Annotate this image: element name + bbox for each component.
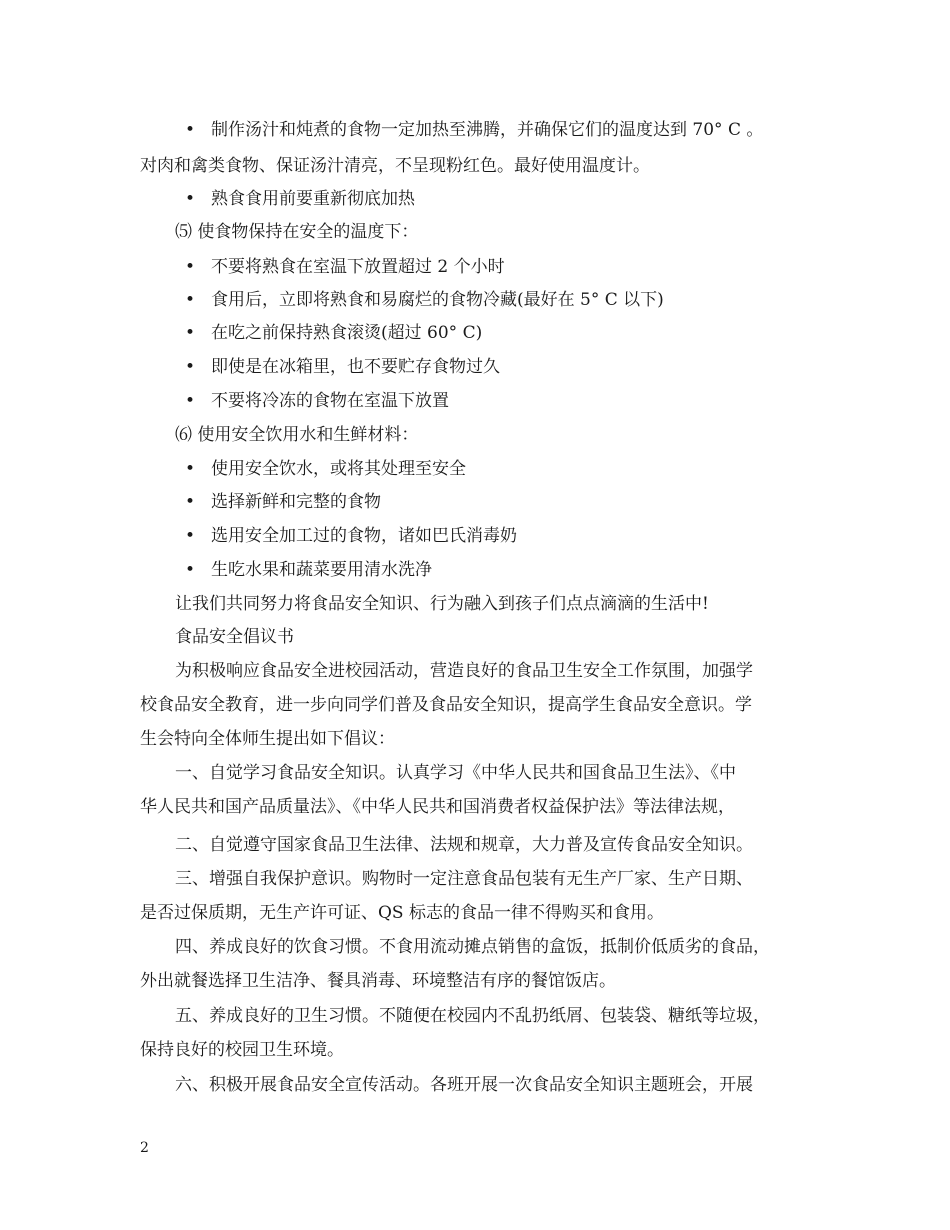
paragraph-line [140,1004,865,1028]
paragraph-line [140,423,865,447]
line-text: 为积极响应食品安全进校园活动，营造良好的食品卫生安全工作氛围，加强学 [175,661,753,681]
line-text: 即使是在冰箱里，也不要贮存食物过久 [211,357,500,377]
line-text: 食用后，立即将熟食和易腐烂的食物冷藏(最好在 5° C 以下) [211,290,664,310]
line-text: 不要将熟食在室温下放置超过 2 个小时 [211,257,505,277]
bullet-icon: • [185,120,196,140]
bullet-item [140,118,830,142]
line-text: ⑸ 使食物保持在安全的温度下： [175,222,419,242]
line-text: 选用安全加工过的食物，诸如巴氏消毒奶 [211,526,517,546]
line-text: 外出就餐选择卫生洁净、餐具消毒、环境整洁有序的餐馆饭店。 [140,971,616,991]
paragraph-line [140,1038,830,1062]
paragraph-line [140,833,865,857]
line-text: 三、增强自我保护意识。购物时一定注意食品包装有无生产厂家、生产日期、 [175,869,753,889]
bullet-item [140,389,830,413]
line-text: 选择新鲜和完整的食物 [211,492,381,512]
paragraph-line [140,220,865,244]
line-text: 不要将冷冻的食物在室温下放置 [211,391,449,411]
bullet-item [140,457,830,481]
bullet-icon: • [185,323,196,343]
bullet-item [140,355,830,379]
paragraph-line [140,795,830,819]
bullet-icon: • [185,526,196,546]
line-text: 保持良好的校园卫生环境。 [140,1040,344,1060]
line-text: 生吃水果和蔬菜要用清水洗净 [211,560,432,580]
bullet-icon: • [185,290,196,310]
line-text: 熟食食用前要重新彻底加热 [211,189,415,209]
bullet-icon: • [185,357,196,377]
line-text: 制作汤汁和炖煮的食物一定加热至沸腾，并确保它们的温度达到 70° C 。 [211,120,764,140]
line-text: 让我们共同努力将食品安全知识、行为融入到孩子们点点滴滴的生活中! [175,594,709,614]
bullet-item [140,524,830,548]
bullet-item [140,558,830,582]
paragraph-line [140,1073,865,1097]
line-text: 一、自觉学习食品安全知识。认真学习《中华人民共和国食品卫生法》、《中 [175,763,736,783]
line-text: 校食品安全教育，进一步向同学们普及食品安全知识，提高学生食品安全意识。学 [140,695,752,715]
line-text: 是否过保质期，无生产许可证、QS 标志的食品一律不得购买和食用。 [140,903,664,923]
bullet-icon: • [185,257,196,277]
bullet-icon: • [185,560,196,580]
bullet-icon: • [185,459,196,479]
line-text: 二、自觉遵守国家食品卫生法律、法规和规章，大力普及宣传食品安全知识。 [175,835,753,855]
line-text: 华人民共和国产品质量法》、《中华人民共和国消费者权益保护法》等法律法规， [140,797,735,817]
paragraph-line [140,969,830,993]
paragraph-line [140,761,865,785]
bullet-item [140,321,830,345]
bullet-icon: • [185,492,196,512]
line-text: 使用安全饮水，或将其处理至安全 [211,459,466,479]
line-text: 四、养成良好的饮食习惯。不食用流动摊点销售的盒饭，抵制价低质劣的食品， [175,937,770,957]
line-text: 六、积极开展食品安全宣传活动。各班开展一次食品安全知识主题班会，开展 [175,1075,753,1095]
paragraph-line [140,935,865,959]
paragraph-line [140,625,865,649]
line-text: 生会特向全体师生提出如下倡议： [140,729,395,749]
paragraph-line [140,659,865,683]
bullet-icon: • [185,189,196,209]
bullet-item [140,490,830,514]
paragraph-line [140,901,830,925]
bullet-item [140,255,830,279]
paragraph-line [140,727,830,751]
line-text: 五、养成良好的卫生习惯。不随便在校园内不乱扔纸屑、包装袋、糖纸等垃圾， [175,1006,770,1026]
page-number: 2 [140,1140,149,1156]
line-text: 在吃之前保持熟食滚烫(超过 60° C) [211,323,483,343]
paragraph-line [140,592,865,616]
bullet-item [140,187,830,211]
line-text: 对肉和禽类食物、保证汤汁清亮，不呈现粉红色。最好使用温度计。 [140,156,650,176]
paragraph-line [140,154,830,178]
bullet-item [140,288,830,312]
line-text: ⑹ 使用安全饮用水和生鲜材料： [175,425,419,445]
paragraph-line [140,867,865,891]
paragraph-line [140,693,830,717]
line-text: 食品安全倡议书 [175,627,294,647]
bullet-icon: • [185,391,196,411]
